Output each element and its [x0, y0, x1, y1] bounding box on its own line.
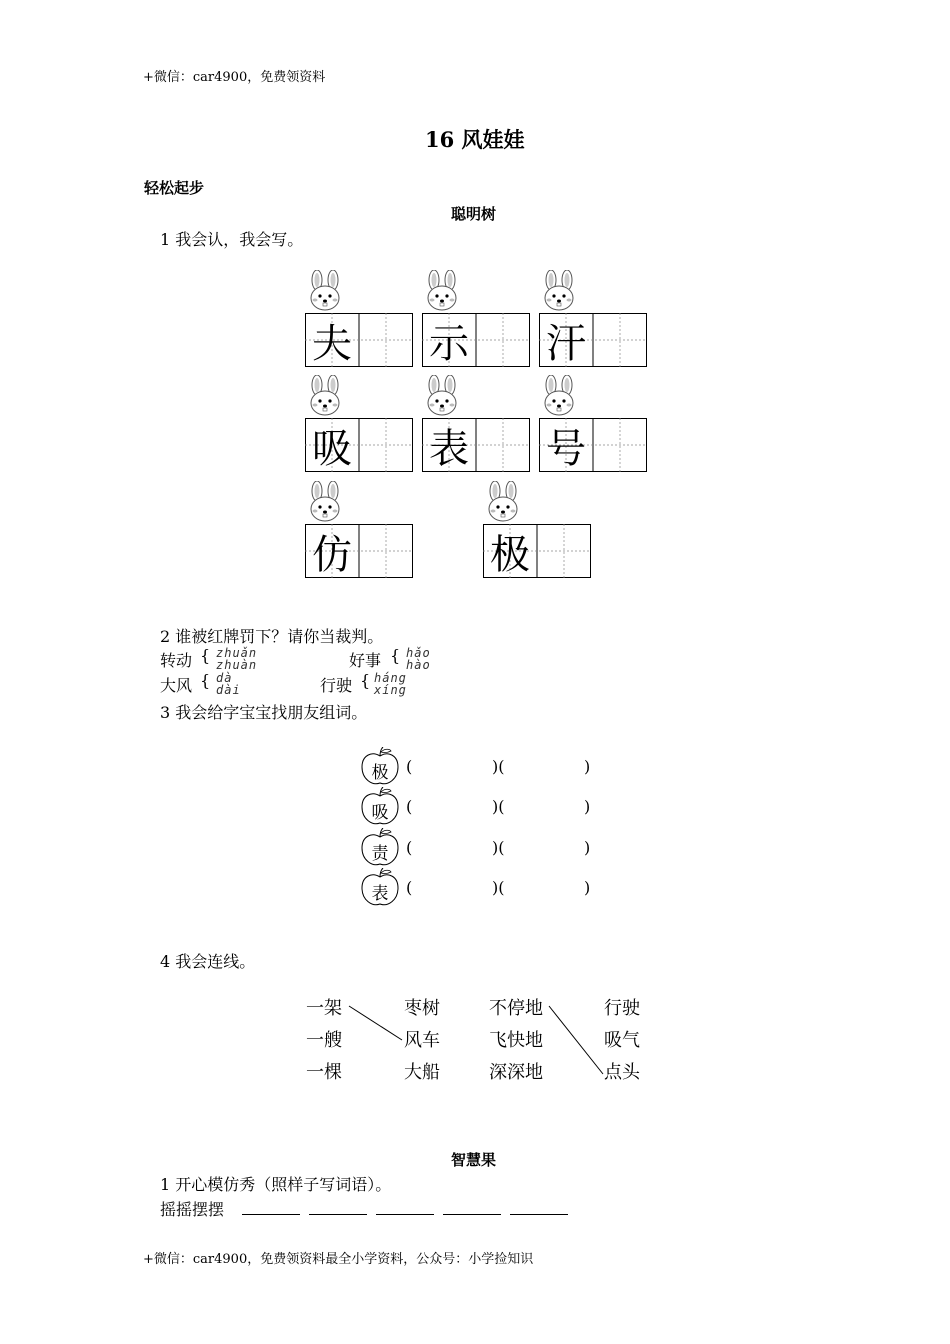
match-line — [349, 1006, 402, 1040]
page-title: 16 风娃娃 — [425, 127, 525, 152]
pinyin-option[interactable]: hào — [406, 658, 431, 672]
pinyin-option[interactable]: xíng — [374, 683, 407, 697]
paren: ) — [584, 757, 591, 776]
model-character: 汗 — [546, 320, 586, 367]
match-item[interactable]: 一架 — [306, 998, 342, 1019]
paren: ( — [406, 757, 413, 776]
model-character: 号 — [546, 425, 586, 472]
apple-character: 责 — [371, 843, 389, 864]
match-item[interactable]: 不停地 — [489, 998, 543, 1019]
match-item[interactable]: 风车 — [404, 1030, 440, 1051]
q2-word: 转动 — [160, 651, 193, 670]
question-3: 3 我会给字宝宝找朋友组词。 — [160, 703, 368, 722]
paren: ) — [584, 878, 591, 897]
match-item[interactable]: 吸气 — [604, 1030, 640, 1051]
apple-character: 极 — [371, 762, 389, 783]
answer-blank[interactable] — [510, 1200, 568, 1215]
match-item[interactable]: 点头 — [604, 1062, 640, 1083]
match-item[interactable]: 深深地 — [489, 1062, 543, 1083]
section-heading: 轻松起步 — [144, 179, 205, 197]
footer-text: +微信：car4900，免费领资料最全小学资料，公众号：小学捡知识 — [143, 1252, 534, 1267]
paren: ( — [406, 878, 413, 897]
pinyin-option[interactable]: háng — [374, 671, 407, 685]
pinyin-option[interactable]: zhuǎn — [216, 646, 258, 660]
question-4: 4 我会连线。 — [160, 952, 256, 971]
pinyin-option[interactable]: hǎo — [406, 646, 431, 660]
match-item[interactable]: 枣树 — [404, 998, 440, 1019]
match-item[interactable]: 一艘 — [306, 1030, 342, 1051]
match-item[interactable]: 大船 — [404, 1062, 440, 1083]
apple-character: 表 — [371, 883, 389, 904]
q2-word: 行驶 — [320, 676, 353, 695]
brace: { — [200, 646, 211, 665]
subsection-heading: 智慧果 — [451, 1151, 497, 1169]
paren: ( — [406, 797, 413, 816]
brace: { — [390, 646, 401, 665]
pinyin-option[interactable]: dài — [216, 683, 241, 697]
model-character: 吸 — [312, 425, 352, 472]
model-character: 示 — [429, 320, 469, 367]
paren: )( — [492, 878, 505, 897]
apple-character: 吸 — [371, 802, 389, 823]
match-item[interactable]: 飞快地 — [489, 1030, 543, 1051]
brace: { — [360, 671, 371, 690]
question-1: 1 我会认，我会写。 — [160, 230, 304, 249]
paren: ) — [584, 797, 591, 816]
pinyin-option[interactable]: zhuàn — [216, 658, 258, 672]
paren: )( — [492, 797, 505, 816]
paren: )( — [492, 757, 505, 776]
answer-blank[interactable] — [309, 1200, 367, 1215]
header-text: +微信：car4900，免费领资料 — [143, 70, 326, 85]
question-2: 2 谁被红牌罚下？请你当裁判。 — [160, 627, 384, 646]
model-character: 表 — [429, 425, 469, 472]
question-5: 1 开心模仿秀（照样子写词语）。 — [160, 1175, 392, 1194]
subsection-heading: 聪明树 — [451, 205, 497, 223]
paren: ) — [584, 838, 591, 857]
answer-blank[interactable] — [376, 1200, 434, 1215]
answer-blank[interactable] — [242, 1200, 300, 1215]
paren: )( — [492, 838, 505, 857]
pinyin-option[interactable]: dà — [216, 671, 233, 685]
example-word: 摇摇摆摆 — [160, 1200, 225, 1219]
example-row — [160, 1197, 577, 1220]
brace: { — [200, 671, 211, 690]
q2-word: 大风 — [160, 676, 193, 695]
paren: ( — [406, 838, 413, 857]
model-character: 夫 — [312, 320, 352, 367]
answer-blank[interactable] — [443, 1200, 501, 1215]
match-line — [549, 1006, 603, 1074]
q2-word: 好事 — [349, 651, 382, 670]
match-item[interactable]: 行驶 — [604, 998, 640, 1019]
match-item[interactable]: 一棵 — [306, 1062, 342, 1083]
model-character: 极 — [490, 531, 530, 578]
model-character: 仿 — [312, 531, 352, 578]
